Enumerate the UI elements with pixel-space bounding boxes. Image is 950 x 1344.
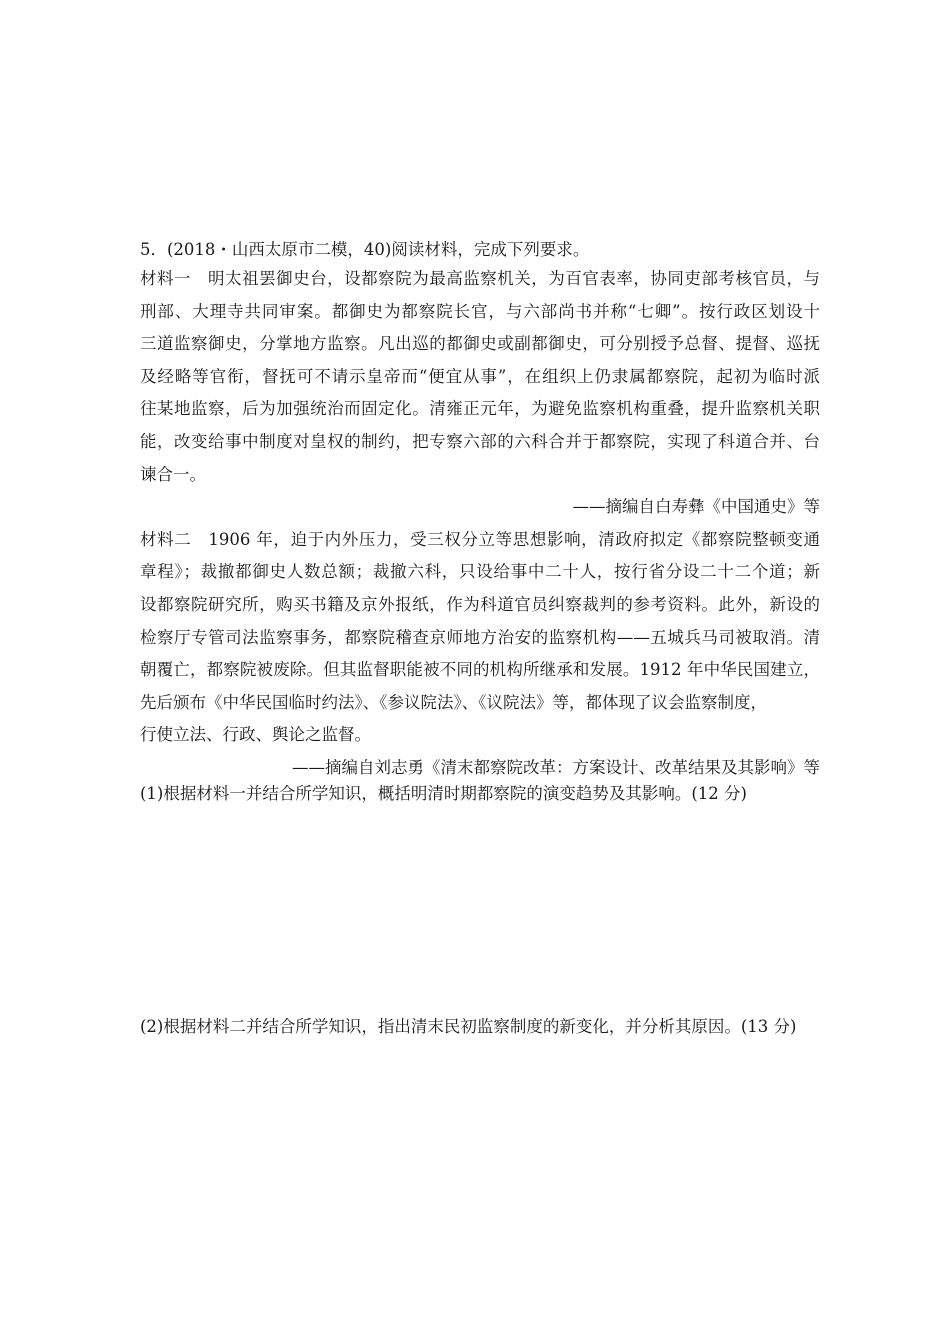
question-block — [140, 236, 820, 785]
material-1-line: 能，改变给事中制度对皇权的制约，把专察六部的六科合并于都察院，实现了科道合并、台 — [140, 431, 820, 451]
material-1-line: 三道监察御史，分掌地方监察。凡出巡的都御史或副都御史，可分别授予总督、提督、巡抚 — [140, 334, 820, 354]
material-2 — [140, 524, 820, 785]
subquestion-2: (2)根据材料二并结合所学知识，指出清末民初监察制度的新变化，并分析其原因。(13 分) — [140, 1017, 797, 1036]
material-2-line: 先后颁布《中华民国临时约法》、《参议院法》、《议院法》等，都体现了议会监察制度， — [140, 692, 767, 712]
material-1 — [140, 263, 820, 524]
subquestion-1: (1)根据材料一并结合所学知识，概括明清时期都察院的演变趋势及其影响。(12 分) — [140, 784, 747, 803]
material-1-line: 及经略等官衔，督抚可不请示皇帝而“便宜从事”，在组织上仍隶属都察院，起初为临时派 — [140, 366, 820, 386]
material-2-source: ——摘编自刘志勇《清末都察院改革：方案设计、改革结果及其影响》等 — [292, 757, 820, 777]
material-1-source: ——摘编自白寿彝《中国通史》等 — [572, 497, 820, 517]
material-1-line: 往某地监察，后为加强统治而固定化。清雍正元年，为避免监察机构重叠，提升监察机关职 — [140, 399, 820, 419]
question-title: 5．(2018・山西太原市二模，40)阅读材料，完成下列要求。 — [140, 240, 590, 259]
material-2-line: 章程》；裁撤都御史人数总额；裁撤六科，只设给事中二十人，按行省分设二十二个道；新 — [140, 562, 820, 582]
material-2-line: 朝覆亡，都察院被废除。但其监督职能被不同的机构所继承和发展。1912 年中华民国建立， — [140, 660, 820, 680]
material-2-line: 行使立法、行政、舆论之监督。 — [140, 725, 371, 745]
material-1-line: 刑部、大理寺共同审案。都御史为都察院长官，与六部尚书并称“七卿”。按行政区划设十 — [140, 301, 820, 321]
material-2-line: 设都察院研究所，购买书籍及京外报纸，作为科道官员纠察裁判的参考资料。此外，新设的 — [140, 594, 820, 614]
material-2-line: 材料二 1906 年，迫于内外压力，受三权分立等思想影响，清政府拟定《都察院整顿变通 — [140, 529, 820, 549]
material-1-line: 谏合一。 — [140, 464, 206, 484]
material-1-line: 材料一 明太祖罢御史台，设都察院为最高监察机关，为百官表率，协同吏部考核官员，与 — [140, 269, 820, 288]
material-2-line: 检察厅专管司法监察事务，都察院稽查京师地方治安的监察机构——五城兵马司被取消。清 — [140, 627, 820, 647]
